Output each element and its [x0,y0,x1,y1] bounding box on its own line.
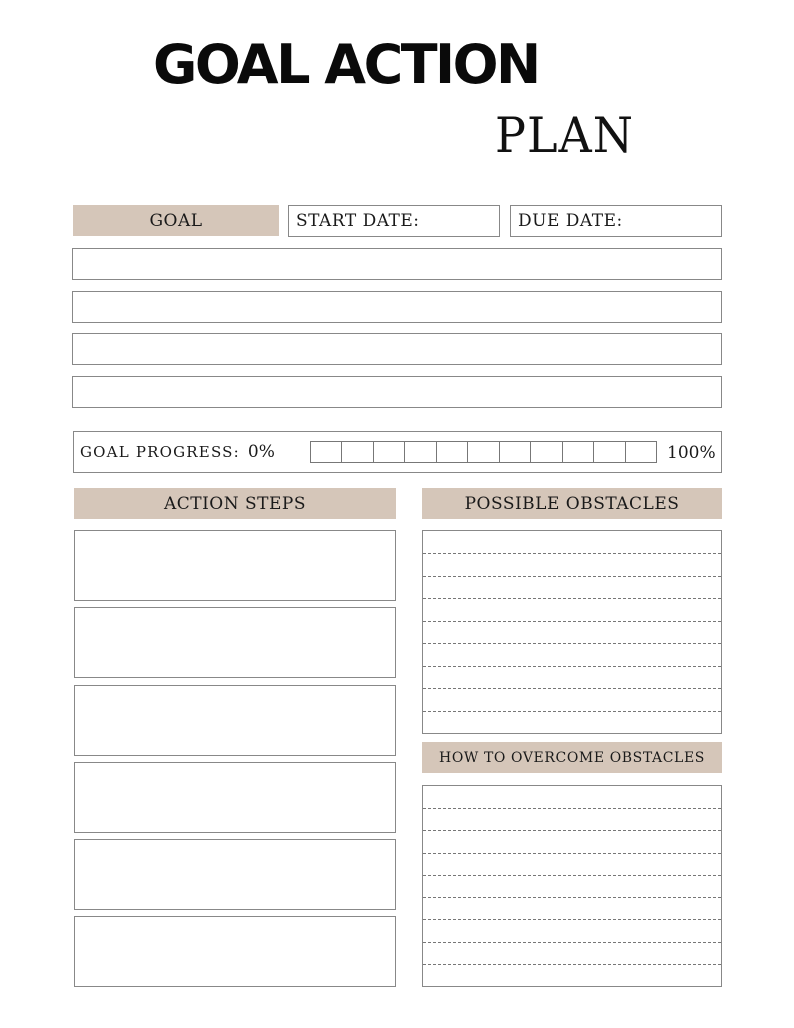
writing-line [423,919,721,920]
progress-segment[interactable] [437,442,468,462]
writing-line [423,643,721,644]
goal-line-2[interactable] [72,291,722,323]
progress-segment[interactable] [626,442,656,462]
possible-obstacles-lines[interactable] [422,530,722,734]
writing-line [423,875,721,876]
goal-line-3[interactable] [72,333,722,365]
progress-segment[interactable] [531,442,562,462]
page-subtitle: PLAN [495,106,634,164]
start-date-label: START DATE: [296,211,420,231]
action-steps-label: ACTION STEPS [163,493,307,514]
writing-line [423,942,721,943]
goal-line-4[interactable] [72,376,722,408]
action-step-box[interactable] [74,762,396,833]
overcome-obstacles-label: HOW TO OVERCOME OBSTACLES [439,749,705,766]
due-date-label: DUE DATE: [518,211,623,231]
possible-obstacles-header [422,488,722,519]
progress-segment[interactable] [405,442,436,462]
page-title: GOAL ACTION [153,33,539,96]
writing-line [423,711,721,712]
writing-line [423,830,721,831]
progress-segment[interactable] [374,442,405,462]
writing-line [423,688,721,689]
progress-segment[interactable] [342,442,373,462]
goal-progress-label: GOAL PROGRESS: [80,443,240,461]
writing-line [423,621,721,622]
writing-line [423,553,721,554]
due-date-field[interactable] [510,205,722,237]
progress-start-value: 0% [247,442,275,462]
action-step-box[interactable] [74,530,396,601]
progress-segment[interactable] [563,442,594,462]
possible-obstacles-label: POSSIBLE OBSTACLES [464,493,680,514]
goal-label: GOAL [149,210,203,231]
progress-segment[interactable] [594,442,625,462]
progress-segment[interactable] [468,442,499,462]
overcome-obstacles-header [422,742,722,773]
action-step-box[interactable] [74,685,396,756]
action-step-box[interactable] [74,607,396,678]
progress-segment[interactable] [500,442,531,462]
goal-progress-panel [73,431,722,473]
writing-line [423,897,721,898]
progress-end-value: 100% [667,443,716,463]
goal-line-1[interactable] [72,248,722,280]
goal-header [73,205,279,236]
action-step-box[interactable] [74,916,396,987]
action-step-box[interactable] [74,839,396,910]
start-date-field[interactable] [288,205,500,237]
writing-line [423,853,721,854]
overcome-obstacles-lines[interactable] [422,785,722,987]
writing-line [423,576,721,577]
writing-line [423,964,721,965]
progress-bar[interactable] [310,441,657,463]
writing-line [423,598,721,599]
action-steps-header [74,488,396,519]
progress-segment[interactable] [311,442,342,462]
writing-line [423,808,721,809]
writing-line [423,666,721,667]
